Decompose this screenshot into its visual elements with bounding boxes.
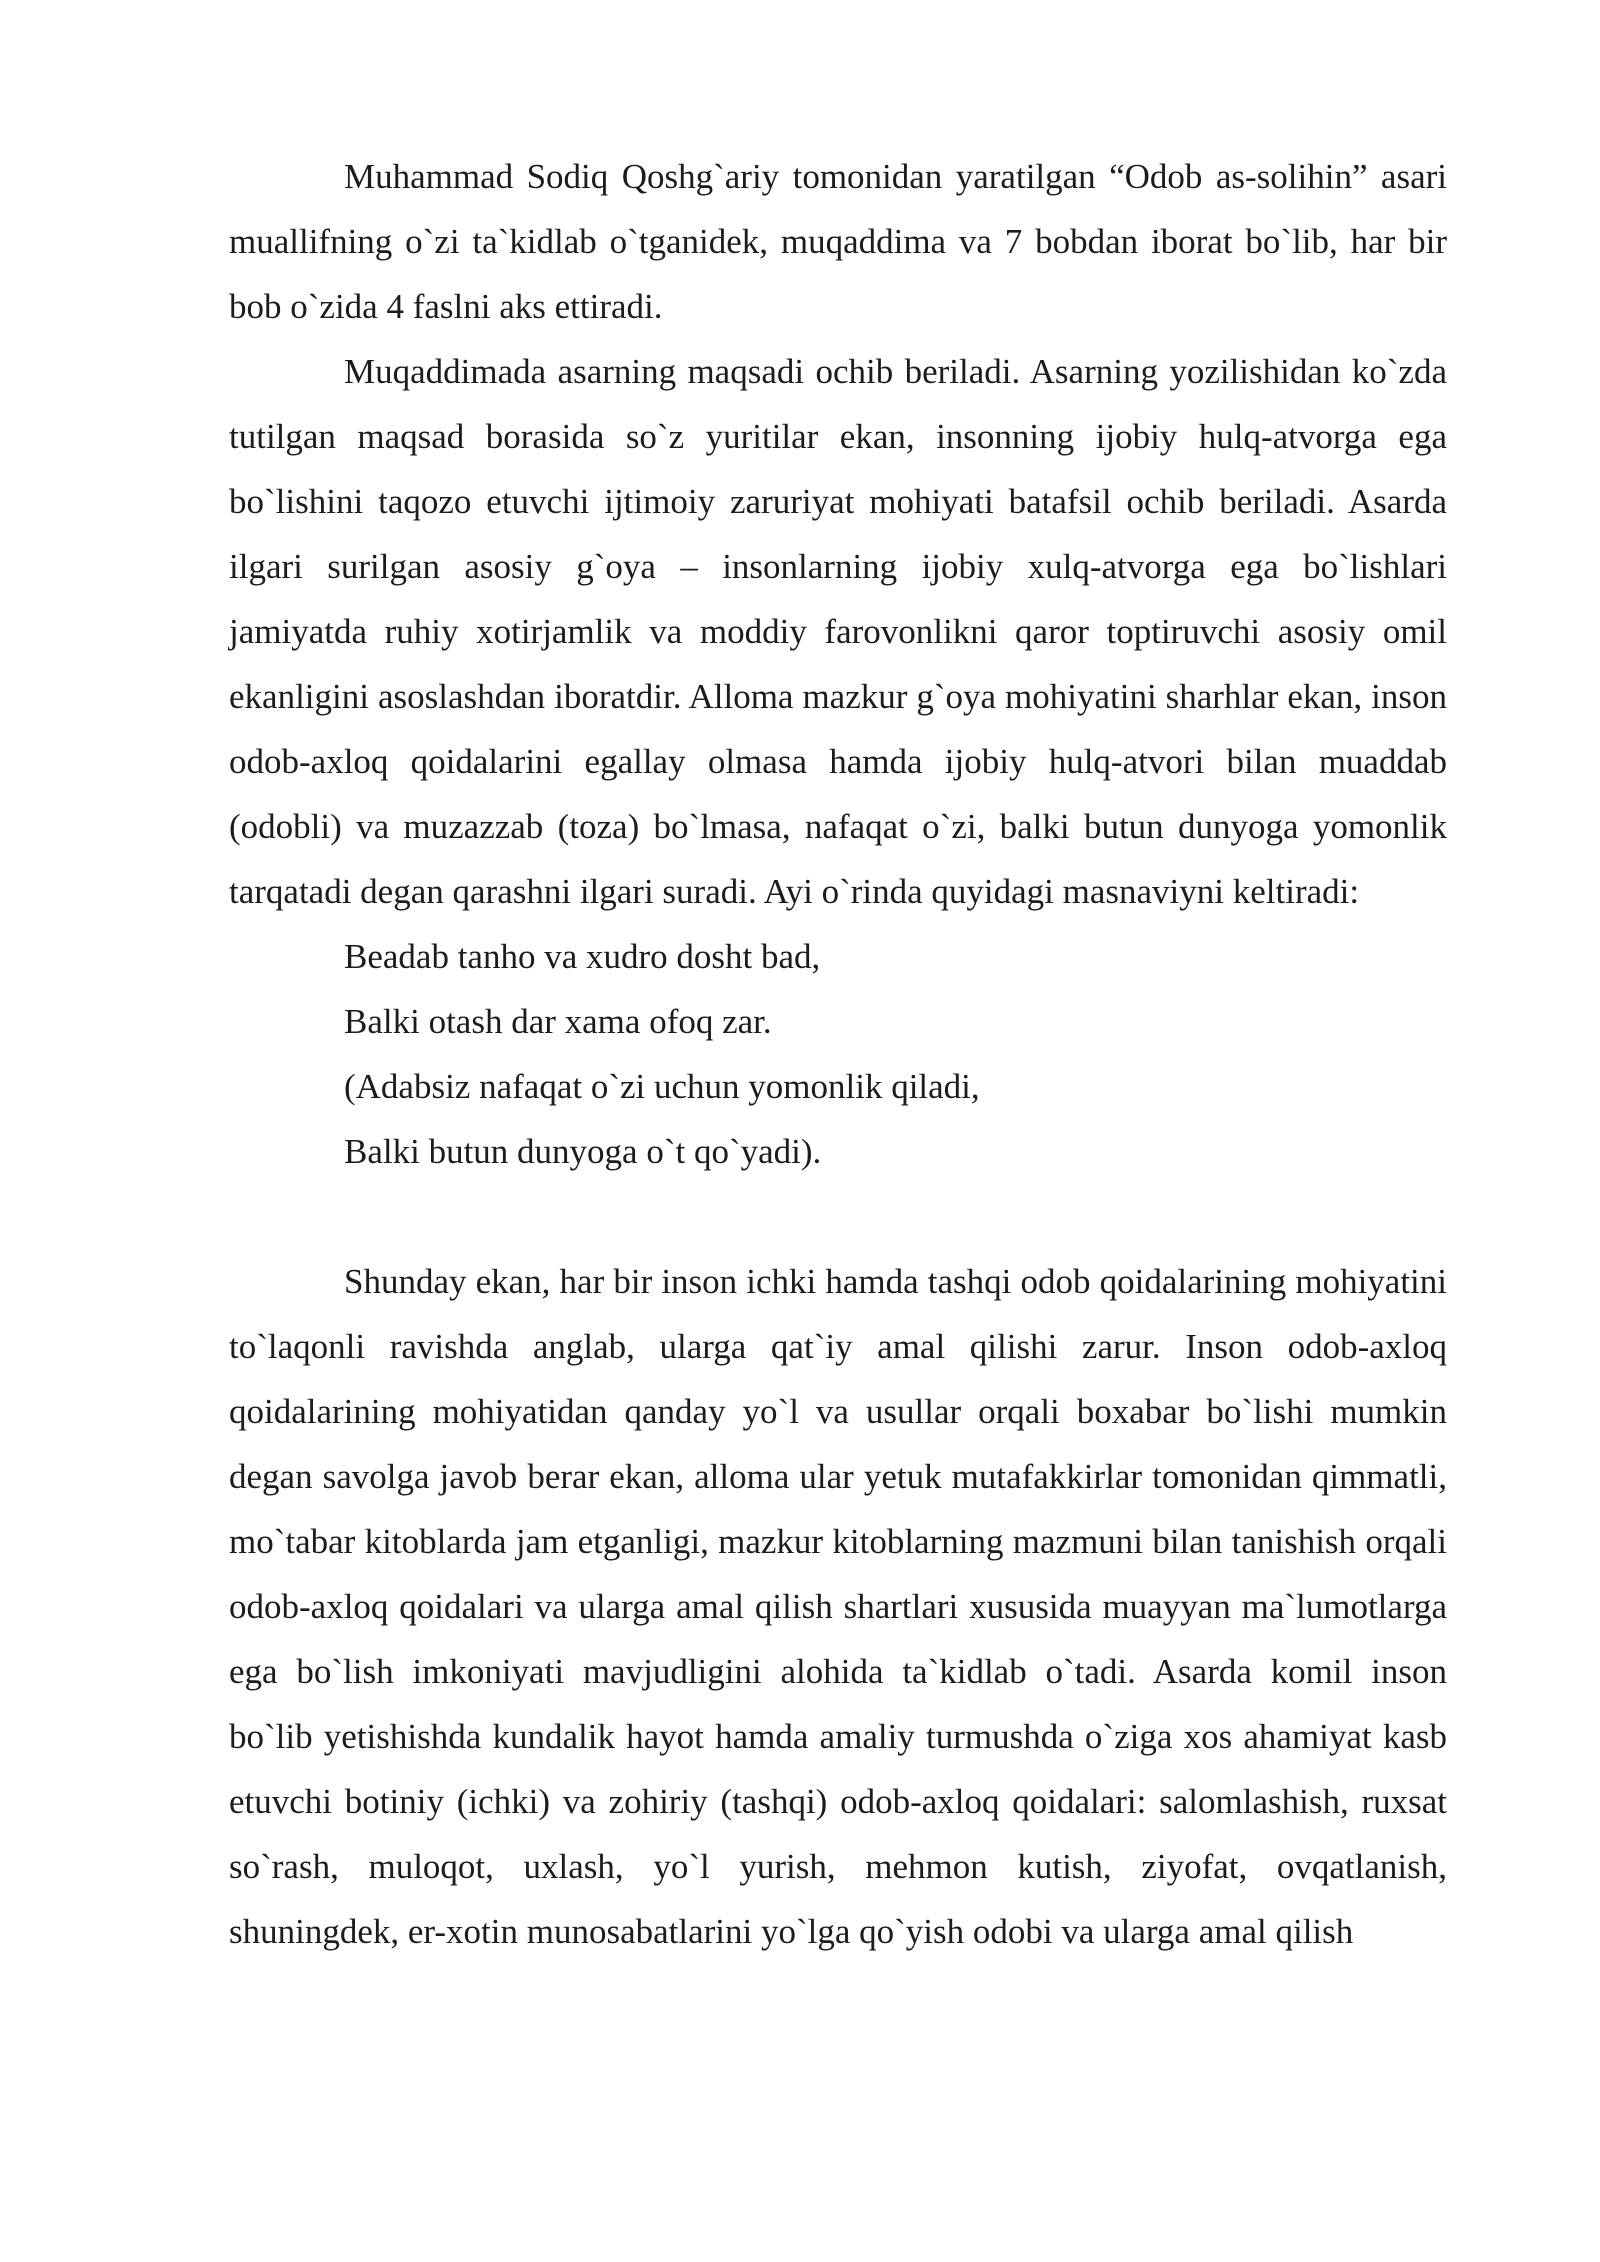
paragraph-spacer [229,1184,1447,1249]
verse-line-1: Beadab tanho va xudro dosht bad, [344,937,821,976]
paragraph-odob-qoidalari: Shunday ekan, har bir inson ichki hamda tashqi odob qoidalarining mohiyatini to`laqonli ravishda anglab, ularga qat`iy amal qilishi zarur. Inson odob-axloq qoidalarining mohiyatidan qanday yo`l va usullar orqali boxabar bo`lishi mumkin degan savolga javob berar ekan, alloma ular yetuk mutafakkirlar tomonidan qimmatli, mo`tabar kitoblarda jam etganligi, mazkur kitoblarning mazmuni bilan tanishish orqali odob-axloq qoidalari va ularga amal qilish shartlari xususida muayyan ma`lumotlarga ega bo`lish imkoniyati mavjudligini alohida ta`kidlab o`tadi. Asarda komil inson bo`lib yetishishda kundalik hayot hamda amaliy turmushda o`ziga xos ahamiyat kasb etuvchi botiniy (ichki) va zohiriy (tashqi) odob-axloq qoidalari: salomlashish, ruxsat so`rash, muloqot, uxlash, yo`l yurish, mehmon kutish, ziyofat, ovqatlanish, shuningdek, er-xotin munosabatlarini yo`lga qo`yish odobi va ularga amal qilish [229,1262,1447,1951]
verse-line-4: Balki butun dunyoga o`t qo`yadi). [344,1132,822,1171]
paragraph-intro: Muhammad Sodiq Qoshg`ariy tomonidan yaratilgan “Odob as-solihin” asari muallifning o`zi ta`kidlab o`tganidek, muqaddima va 7 bobdan iborat bo`lib, har bir bob o`zida 4 faslni aks ettiradi. [229,157,1447,326]
document-body [229,144,1447,1964]
verse-line-2: Balki otash dar xama ofoq zar. [344,1002,772,1041]
paragraph-muqaddima: Muqaddimada asarning maqsadi ochib beriladi. Asarning yozilishidan ko`zda tutilgan maqsad borasida so`z yuritilar ekan, insonning ijobiy hulq-atvorga ega bo`lishini taqozo etuvchi ijtimoiy zaruriyat mohiyati batafsil ochib beriladi. Asarda ilgari surilgan asosiy g`oya – insonlarning ijobiy xulq-atvorga ega bo`lishlari jamiyatda ruhiy xotirjamlik va moddiy farovonlikni qaror toptiruvchi asosiy omil ekanligini asoslashdan iboratdir. Alloma mazkur g`oya mohiyatini sharhlar ekan, inson odob-axloq qoidalarini egallay olmasa hamda ijobiy hulq-atvori bilan muaddab (odobli) va muzazzab (toza) bo`lmasa, nafaqat o`zi, balki butun dunyoga yomonlik tarqatadi degan qarashni ilgari suradi. Ayi o`rinda quyidagi masnaviyni keltiradi: [229,352,1447,911]
masnaviy-verse [229,924,1447,1184]
verse-line-3: (Adabsiz nafaqat o`zi uchun yomonlik qiladi, [344,1067,980,1106]
